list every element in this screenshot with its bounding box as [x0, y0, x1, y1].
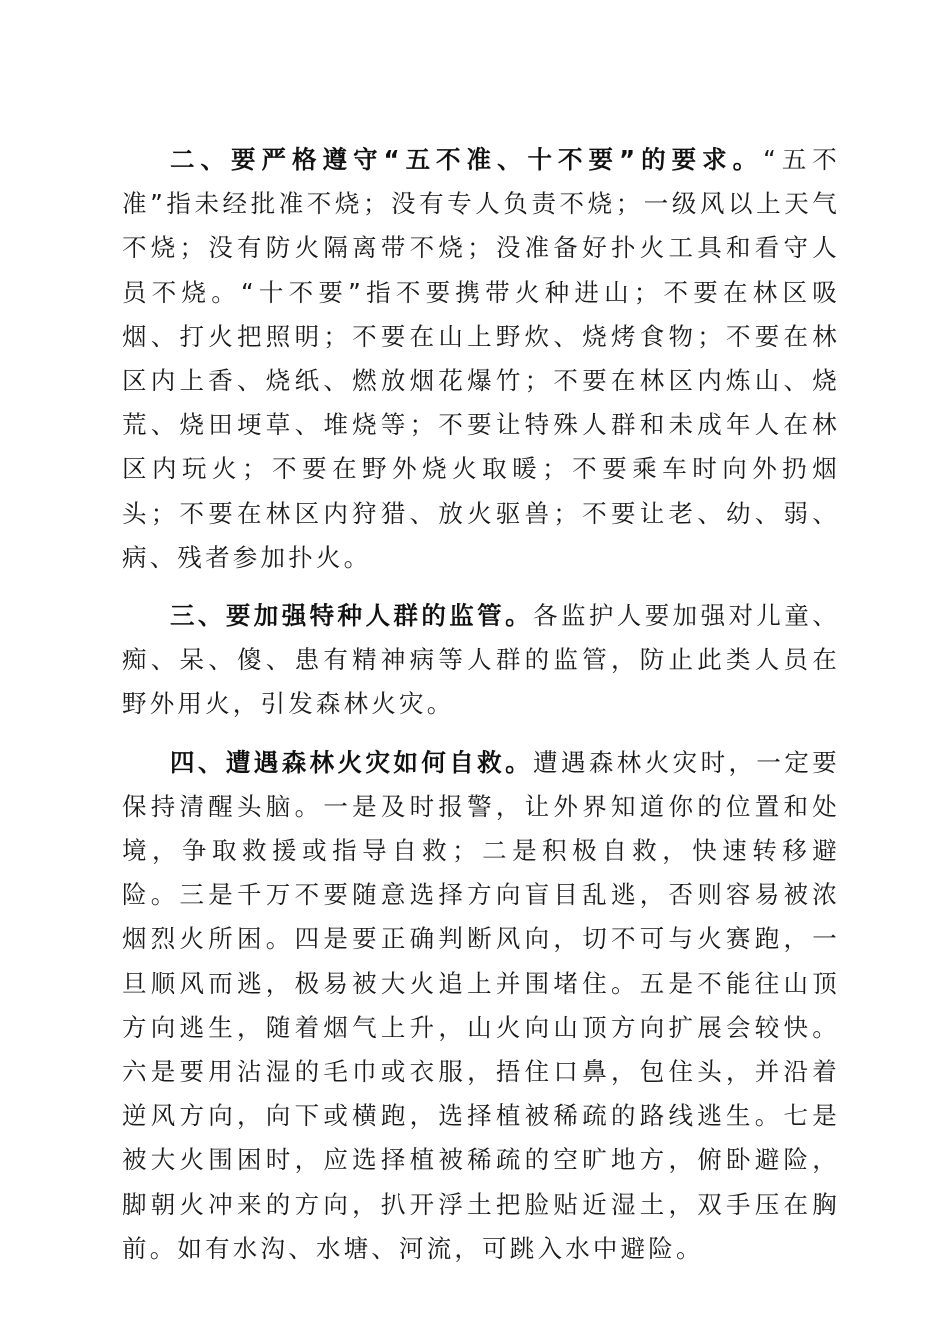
section-heading-four: 四、遭遇森林火灾如何自救。 [170, 747, 534, 777]
section-body-two: “五不准”指未经批准不烧；没有专人负责不烧；一级风以上天气不烧；没有防火隔离带不烧；没准备好扑火工具和看守人员不烧。“十不要”指不要携带火种进山；不要在林区吸烟、打火把照明；不要在山上野炊、烧烤食物；不要在林区内上香、烧纸、燃放烟花爆竹；不要在林区内炼山、烧荒、烧田埂草、堆烧等；不要让特殊人群和未成年人在林区内玩火；不要在野外烧火取暖；不要乘车时向外扔烟头；不要在林区内狩猎、放火驱兽；不要让老、幼、弱、病、残者参加扑火。 [122, 145, 841, 572]
paragraph-special-groups [122, 594, 840, 727]
section-body-three: 各监护人要加强对儿童、痴、呆、傻、患有精神病等人群的监管，防止此类人员在野外用火，引发森林火灾。 [122, 601, 840, 719]
section-body-four: 遭遇森林火灾时，一定要保持清醒头脑。一是及时报警，让外界知道你的位置和处境，争取救援或指导自救；二是积极自救，快速转移避险。三是千万不要随意选择方向盲目乱逃，否则容易被浓烟烈火所困。四是要正确判断风向，切不可与火赛跑，一旦顺风而逃，极易被大火追上并围堵住。五是不能往山顶方向逃生，随着烟气上升，山火向山顶方向扩展会较快。六是要用沾湿的毛巾或衣服，捂住口鼻，包住头，并沿着逆风方向，向下或横跑，选择植被稀疏的路线逃生。七是被大火围困时，应选择植被稀疏的空旷地方，俯卧避险，脚朝火冲来的方向，扒开浮土把脸贴近湿土，双手压在胸前。如有水沟、水塘、河流，可跳入水中避险。 [122, 747, 840, 1263]
section-heading-two: 二、要严格遵守“五不准、十不要”的要求。 [170, 145, 764, 174]
paragraph-five-prohibitions [122, 138, 840, 580]
document-body [122, 138, 840, 1285]
paragraph-self-rescue [122, 741, 840, 1271]
section-heading-three: 三、要加强特种人群的监管。 [170, 601, 534, 631]
